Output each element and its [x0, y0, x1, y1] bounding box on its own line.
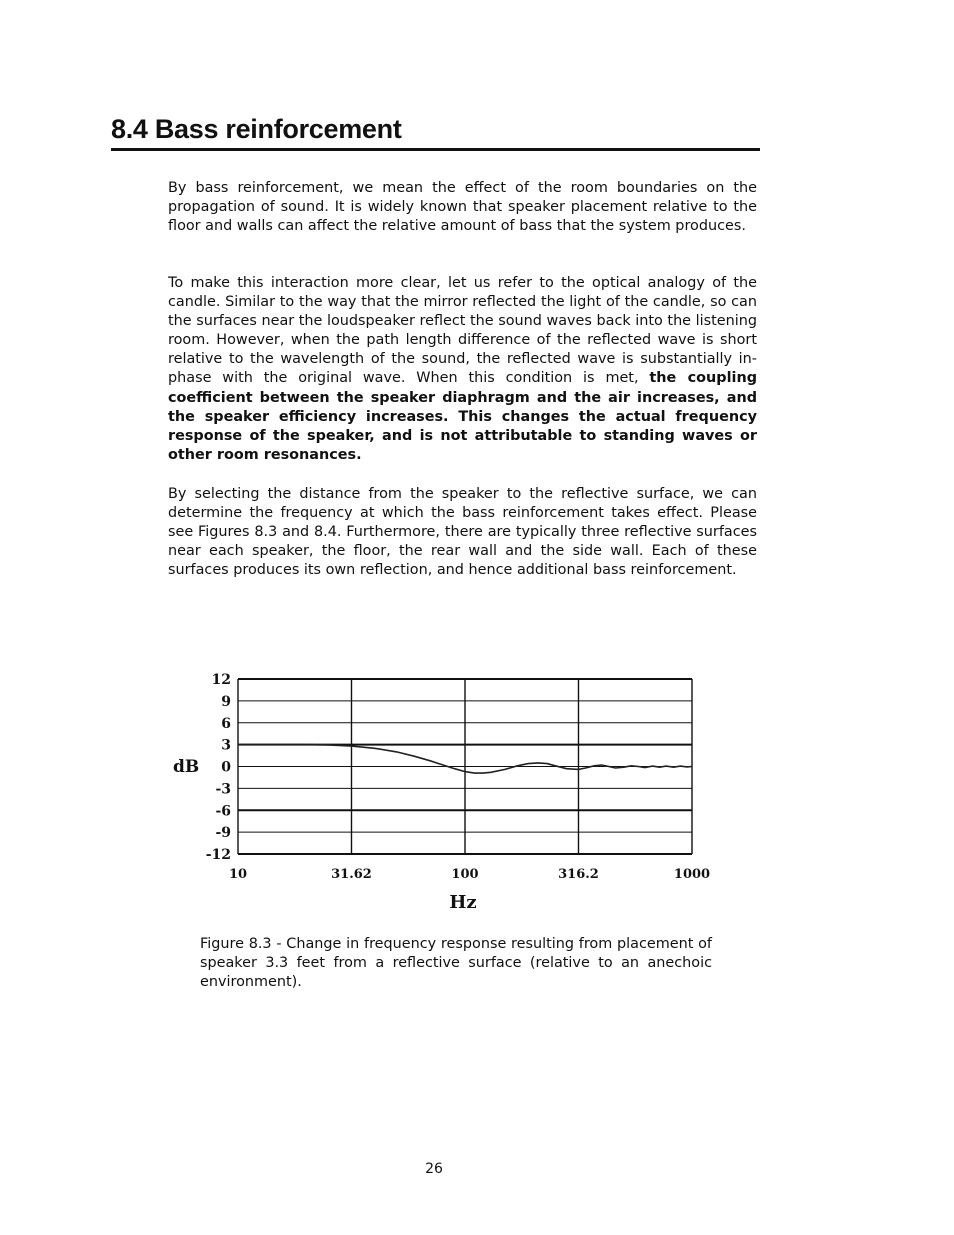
- y-axis-label: dB: [173, 757, 200, 777]
- x-tick-labels: [229, 867, 710, 882]
- section-heading: 8.4 Bass reinforcement: [111, 112, 760, 151]
- y-tick-label: 3: [221, 737, 231, 754]
- y-tick-label: -12: [205, 847, 231, 863]
- x-tick-label: 100: [451, 867, 479, 882]
- x-tick-label: 10: [228, 867, 248, 882]
- y-tick-label: 6: [221, 715, 231, 732]
- y-tick-labels: [206, 672, 232, 863]
- y-tick-label: 0: [221, 759, 231, 776]
- x-tick-label: 1000: [673, 867, 711, 882]
- y-tick-label: -9: [215, 825, 231, 842]
- frequency-response-chart: [165, 665, 725, 920]
- paragraph-2-bold-text: the coupling coefficient between the speaker diaphragm and the air increases, and the speaker efficiency increases. This changes the actual frequency response of the speaker, and is not attributable to standing waves or other room resonances.: [168, 370, 757, 463]
- y-tick-label: 9: [221, 693, 231, 710]
- y-tick-label: 12: [211, 672, 231, 688]
- y-tick-label: -3: [215, 781, 231, 798]
- x-tick-label: 316.2: [558, 867, 599, 882]
- page-number: 26: [425, 1161, 443, 1177]
- paragraph-1: By bass reinforcement, we mean the effect of the room boundaries on the propagation of sound. It is widely known that speaker placement relative to the floor and walls can affect the relative amount of bass that the system produces.: [168, 180, 757, 235]
- paragraph-2-text: To make this interaction more clear, let us refer to the optical analogy of the candle. Similar to the way that the mirror reflected the light of the candle, so can the surfaces near the loudspeaker reflect the sound waves back into the listening room. However, when the path length difference of the reflected wave is short relative to the wavelength of the sound, the reflected wave is substantially in-phase with the original wave. When this condition is met,: [168, 275, 757, 387]
- paragraph-3: By selecting the distance from the speaker to the reflective surface, we can determine the frequency at which the bass reinforcement takes effect. Please see Figures 8.3 and 8.4. Furthermore, there are typically three reflective surfaces near each speaker, the floor, the rear wall and the side wall. Each of these surfaces produces its own reflection, and hence additional bass reinforcement.: [168, 486, 757, 579]
- figure-caption: Figure 8.3 - Change in frequency response resulting from placement of speaker 3.3 feet from a reflective surface (relative to an anechoic environment).: [200, 936, 712, 991]
- x-axis-label: Hz: [449, 892, 477, 913]
- y-tick-label: -6: [215, 803, 231, 820]
- x-tick-label: 31.62: [331, 867, 372, 882]
- paragraph-2: [168, 274, 757, 465]
